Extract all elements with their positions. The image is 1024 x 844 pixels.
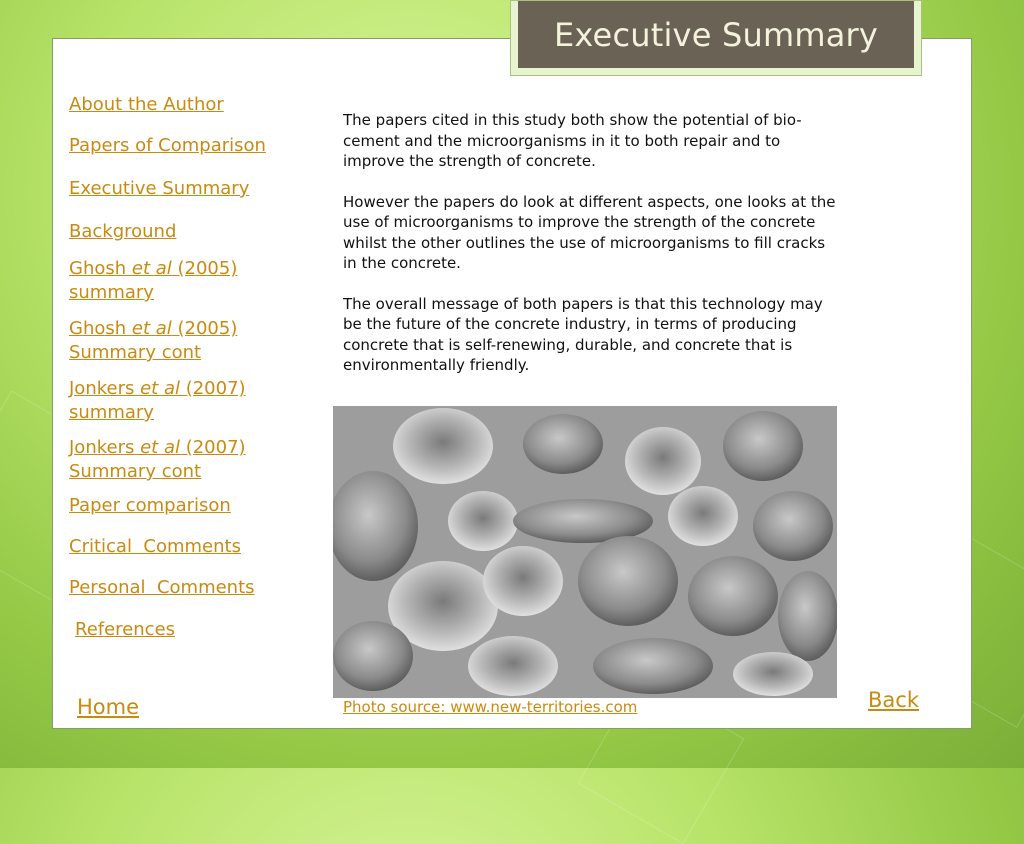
nav-jonkers-cont-line2: Summary cont: [69, 461, 202, 482]
nav-ghosh-cont-line2: Summary cont: [69, 342, 202, 363]
nav-ghosh-cont-etal: et al: [131, 318, 172, 339]
nav-jonkers-summary-post: (2007): [179, 378, 246, 399]
nav-jonkers-cont-pre: Jonkers: [69, 437, 141, 458]
nav-ghosh-summary-post: (2005): [171, 258, 238, 279]
title-frame: [510, 0, 922, 76]
back-link[interactable]: Back: [868, 688, 919, 712]
nav-references[interactable]: References: [75, 619, 176, 640]
nav-jonkers-summary-etal: et al: [140, 378, 180, 399]
summary-text: [343, 110, 843, 396]
nav-ghosh-summary-line2: summary: [69, 282, 154, 303]
photo-source-link[interactable]: Photo source: www.new-territories.com: [343, 698, 638, 716]
nav-critical-comments[interactable]: Critical Comments: [69, 536, 241, 557]
nav-ghosh-cont-pre: Ghosh: [69, 318, 132, 339]
slide-title: Executive Summary: [518, 1, 914, 68]
nav-jonkers-summary-line2: summary: [69, 402, 154, 423]
nav-jonkers-summary-pre: Jonkers: [69, 378, 141, 399]
nav-personal-comments[interactable]: Personal Comments: [69, 577, 255, 598]
nav-ghosh-summary-pre: Ghosh: [69, 258, 132, 279]
nav-ghosh-summary-etal: et al: [131, 258, 172, 279]
summary-paragraph-3: The overall message of both papers is that this technology may be the future of the concrete industry, in terms of producing concrete that is self-renewing, durable, and concrete that is environmentally friendly.: [343, 294, 823, 374]
nav-ghosh-summary-cont[interactable]: [69, 317, 237, 365]
nav-papers-of-comparison[interactable]: Papers of Comparison: [69, 135, 266, 156]
summary-paragraph-1: The papers cited in this study both show the potential of bio-cement and the microorganisms in it to both repair and to improve the strength of concrete.: [343, 111, 802, 170]
nav-jonkers-summary[interactable]: [69, 377, 246, 425]
nav-executive-summary[interactable]: Executive Summary: [69, 178, 250, 199]
nav-about-author[interactable]: About the Author: [69, 94, 224, 115]
nav-jonkers-cont-etal: et al: [140, 437, 180, 458]
nav-jonkers-summary-cont[interactable]: [69, 436, 246, 484]
nav-ghosh-summary[interactable]: [69, 257, 237, 305]
bio-cement-photo: [333, 406, 837, 698]
summary-paragraph-2: However the papers do look at different aspects, one looks at the use of microorganisms to improve the strength of the concrete whilst the other outlines the use of microorganisms to fill cracks in the concrete.: [343, 192, 836, 272]
nav-ghosh-cont-post: (2005): [171, 318, 238, 339]
nav-paper-comparison[interactable]: Paper comparison: [69, 495, 231, 516]
nav-jonkers-cont-post: (2007): [179, 437, 246, 458]
bio-cement-photo-graphic: [333, 406, 837, 698]
home-link[interactable]: Home: [77, 695, 140, 719]
nav-background[interactable]: Background: [69, 221, 177, 242]
